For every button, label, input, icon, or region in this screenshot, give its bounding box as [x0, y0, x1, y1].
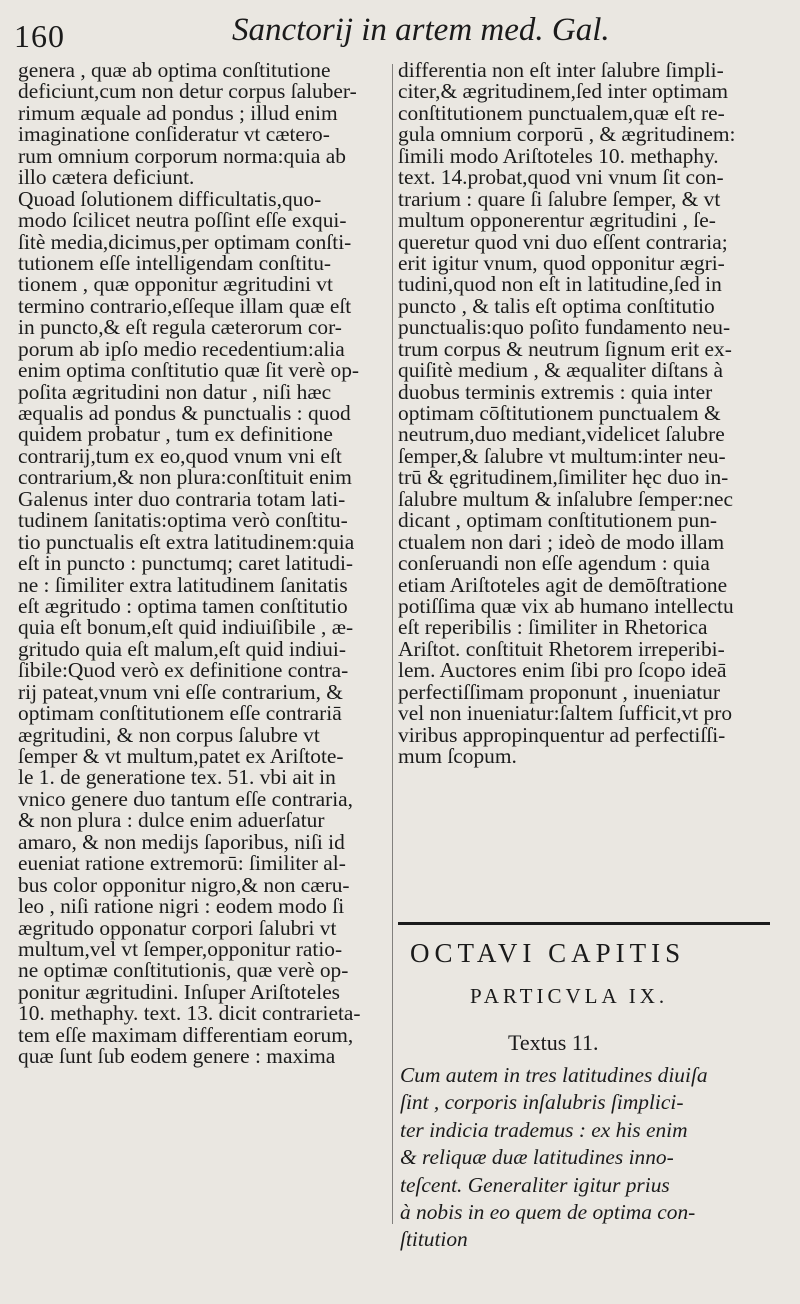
page-number: 160 [14, 18, 65, 54]
text-line: conſtitutionem punctualem,quæ eſt re- [398, 100, 725, 125]
text-line: punctualis:quo poſito fundamento neu- [398, 315, 731, 340]
italic-text-line: & reliquæ duæ latitudines inno- [400, 1145, 674, 1170]
text-line: queretur quod vni duo eſſent contraria; [398, 229, 728, 254]
text-line: tem eſſe maximam differentiam eorum, [18, 1022, 354, 1047]
italic-text-line: ter indicia trademus : ex his enim [400, 1117, 688, 1142]
text-line: ægritudini, & non corpus ſalubre vt [18, 722, 320, 747]
text-line: conſeruandi non eſſe agendum : quia [398, 551, 710, 576]
text-line: citer,& ægritudinem,ſed inter optimam [398, 79, 729, 104]
particula-heading: PARTICVLA IX. [470, 984, 669, 1008]
text-line: ſimili modo Ariſtoteles 10. methaphy. [398, 143, 719, 168]
text-line: gula omnium corporū , & ægritudinem: [398, 122, 736, 147]
text-line: ctualem non dari ; ideò de modo illam [398, 529, 725, 554]
text-line: contrarij,tum ex eo,quod vnum vni eſt [18, 443, 342, 468]
text-line: ſemper,& ſalubre vt multum:inter neu- [398, 443, 726, 468]
text-line: quidem probatur , tum ex definitione [18, 422, 333, 447]
text-line: amaro, & non medijs ſaporibus, niſi id [18, 829, 345, 854]
text-line: tudini,quod non eſt in latitudine,ſed in [398, 272, 722, 297]
text-line: æqualis ad pondus & punctualis : quod [18, 401, 351, 425]
text-line: gritudo quia eſt malum,eſt quid indiui- [18, 636, 346, 661]
text-line: tionem , quæ opponitur ægritudini vt [18, 272, 333, 297]
text-line: modo ſcilicet neutra poſſint eſſe exqui- [18, 208, 347, 233]
text-line: neutrum,duo mediant,videlicet ſalubre [398, 422, 725, 447]
text-line: ſemper & vt multum,patet ex Ariſtote- [18, 744, 344, 768]
text-line: rum omnium corporum norma:quia ab [18, 143, 346, 168]
text-line: ægritudo opponatur corpori ſalubri vt [18, 915, 337, 940]
textus-heading: Textus 11. [508, 1030, 599, 1055]
section-rule [398, 922, 770, 925]
text-line: quia eſt bonum,eſt quid indiuiſibile , æ- [18, 615, 354, 640]
text-line: rimum æquale ad pondus ; illud enim [18, 100, 338, 125]
italic-text-line: ſint , corporis inſalubris ſimplici- [400, 1090, 684, 1115]
text-line: perfectiſſimam proponunt , inueniatur [398, 679, 720, 704]
italic-text-line: teſcent. Generaliter igitur prius [400, 1172, 670, 1197]
text-line: contrarium,& non plura:conſtituit enim [18, 465, 352, 490]
text-line: ſalubre multum & inſalubre ſemper:nec [398, 486, 734, 511]
text-line: enim optima conſtitutio quæ ſit verè op- [18, 358, 360, 383]
text-line: imaginatione conſideratur vt cætero- [18, 122, 330, 147]
text-line: tudinem ſanitatis:optima verò conſtitu- [18, 508, 348, 533]
italic-text-line: ſtitution [400, 1227, 468, 1252]
text-line: duobus terminis extremis : quia inter [398, 379, 713, 404]
text-line: tutionem eſſe intelligendam conſtitu- [18, 250, 332, 275]
column-divider [392, 64, 393, 1224]
text-line: erit igitur vnum, quod opponitur ægri- [398, 250, 725, 275]
text-line: porum ab ipſo medio recedentium:alia [18, 336, 345, 361]
text-line: differentia non eſt inter ſalubre ſimpli- [398, 58, 724, 82]
text-line: viribus appropinquentur ad perfectiſſi- [398, 722, 726, 747]
left-column [18, 60, 390, 1068]
page-header [0, 6, 800, 58]
text-line: 10. methaphy. text. 13. dicit contrarieta- [18, 1001, 361, 1026]
text-line: tio punctualis eſt extra latitudinem:quia [18, 529, 355, 554]
text-line: text. 14.probat,quod vni vnum ſit con- [398, 165, 724, 190]
text-line: puncto , & talis eſt optima conſtitutio [398, 293, 715, 318]
text-line: multum,vel vt ſemper,opponitur ratio- [18, 936, 343, 961]
section-title: OCTAVI CAPITIS [410, 938, 686, 968]
text-line: le 1. de generatione tex. 51. vbi ait in [18, 765, 336, 790]
text-line: trarium : quare ſi ſalubre ſemper, & vt [398, 186, 721, 211]
text-line: Quoad ſolutionem difficultatis,quo- [18, 186, 322, 211]
text-line: eueniat ratione extremorū: ſimiliter al- [18, 851, 346, 876]
running-title: Sanctorij in artem med. Gal. [232, 12, 610, 48]
text-line: quiſitè medium , & æqualiter diſtans à [398, 358, 723, 383]
right-column [398, 60, 782, 767]
text-line: dicant , optimam conſtitutionem pun- [398, 508, 718, 533]
text-line: vnico genere duo tantum eſſe contraria, [18, 786, 353, 811]
text-line: leo , niſi ratione nigri : eodem modo ſi [18, 894, 345, 919]
text-line: lem. Auctores enim ſibi pro ſcopo ideā [398, 658, 727, 683]
text-line: optimam conſtitutionem eſſe contrariā [18, 701, 342, 726]
text-line: eſt ægritudo : optima tamen conſtitutio [18, 593, 348, 618]
italic-text-block [400, 1062, 784, 1254]
text-line: eſt reperibilis : ſimiliter in Rhetorica [398, 615, 708, 640]
text-line: bus color opponitur nigro,& non cæru- [18, 872, 350, 897]
text-line: poſita ægritudini non datur , niſi hæc [18, 379, 332, 404]
text-line: ſibile:Quod verò ex definitione contra- [18, 658, 349, 683]
text-line: optimam cōſtitutionem punctualem & [398, 401, 721, 425]
text-line: ne optimæ conſtitutionis, quæ verè op- [18, 958, 349, 983]
text-line: trum corpus & neutrum ſignum erit ex- [398, 336, 732, 361]
text-line: Ariſtot. conſtituit Rhetorem irreperibi- [398, 636, 725, 661]
text-line: mum ſcopum. [398, 744, 517, 768]
text-line: trū & ęgritudinem,ſimiliter hęc duo in- [398, 465, 729, 490]
text-line: in puncto,& eſt regula cæterorum cor- [18, 315, 342, 340]
text-line: multum opponerentur ægritudini , ſe- [398, 208, 716, 233]
text-line: genera , quæ ab optima conſtitutione [18, 58, 331, 82]
italic-text-line: Cum autem in tres latitudines diuiſa [400, 1063, 708, 1087]
text-line: & non plura : dulce enim aduerſatur [18, 808, 325, 833]
italic-text-line: à nobis in eo quem de optima con- [400, 1199, 696, 1224]
text-line: ne : ſimiliter extra latitudinem ſanitatis [18, 572, 348, 597]
text-line: ponitur ægritudini. Inſuper Ariſtoteles [18, 979, 341, 1004]
text-line: eſt in puncto : punctumq; caret latitudi- [18, 551, 354, 576]
text-line: Galenus inter duo contraria totam lati- [18, 486, 346, 511]
text-line: rij pateat,vnum vni eſſe contrarium, & [18, 679, 343, 704]
text-line: potiſſima quæ vix ab humano intellectu [398, 593, 734, 618]
text-line: illo cætera deficiunt. [18, 165, 195, 190]
text-line: ſitè media,dicimus,per optimam conſti- [18, 229, 352, 254]
text-line: etiam Ariſtoteles agit de demōſtratione [398, 572, 728, 597]
text-line: termino contrario,eſſeque illam quæ eſt [18, 293, 352, 318]
text-line: vel non inueniatur:ſaltem ſufficit,vt pro [398, 701, 733, 726]
text-line: deficiunt,cum non detur corpus ſaluber- [18, 79, 357, 104]
text-line: quæ ſunt ſub eodem genere : maxima [18, 1044, 336, 1069]
